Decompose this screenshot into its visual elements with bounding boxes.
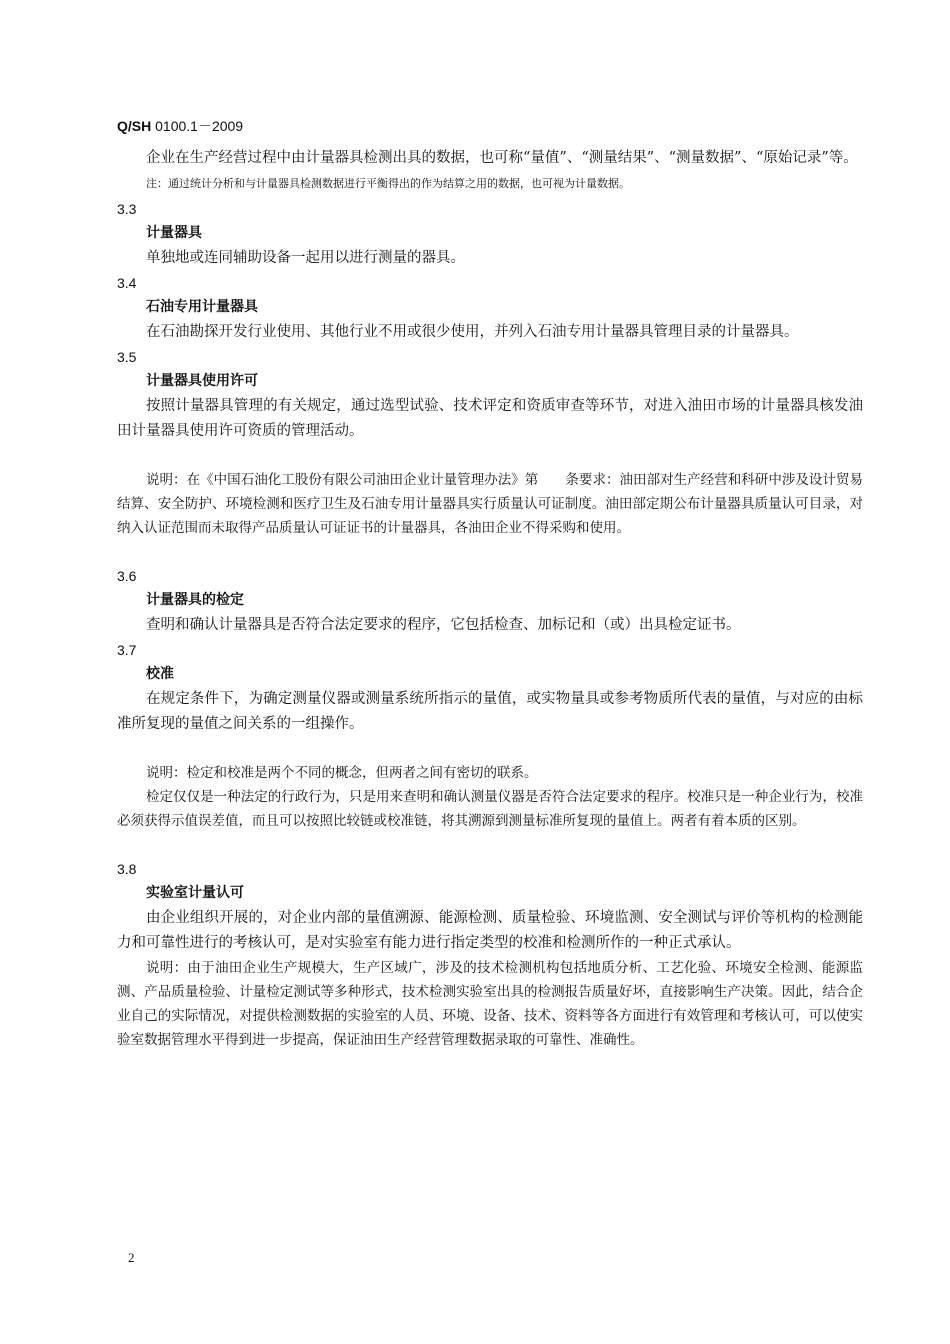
spacer xyxy=(117,737,863,761)
page-number: 2 xyxy=(128,1250,135,1265)
section-number-3-6: 3.6 xyxy=(117,568,137,584)
section-title-3-3: 计量器具 xyxy=(146,225,202,241)
section-number-3-7: 3.7 xyxy=(117,642,137,658)
intro-paragraph: 企业在生产经营过程中由计量器具检测出具的数据，也可称“量值”、“测量结果”、“测量数据”、“原始记录”等。 xyxy=(146,150,858,166)
section-title-3-5: 计量器具使用许可 xyxy=(146,373,258,389)
section-number-3-3: 3.3 xyxy=(117,201,137,217)
spacer xyxy=(117,540,863,564)
section-explanation-3-8: 说明：由于油田企业生产规模大，生产区域广，涉及的技术检测机构包括地质分析、工艺化验、环境安全检测、能源监测、产品质量检验、计量检定测试等多种形式，技术检测实验室出具的检测报告质量好坏，直接影响生产决策。因此，结合企业自己的实际情况，对提供检测数据的实验室的人员、环境、设备、技术、资料等各方面进行有效管理和考核认可，可以使实验室数据管理水平得到进一步提高，保证油田生产经营管理数据录取的可靠性、准确性。 xyxy=(117,960,863,1048)
section-explanation-3-5: 说明：在《中国石油化工股份有限公司油田企业计量管理办法》第 条要求：油田部对生产经营和科研中涉及设计贸易结算、安全防护、环境检测和医疗卫生及石油专用计量器具实行质量认可证制度。油田部定期公布计量器具质量认可目录，对纳入认证范围而未取得产品质量认可证证书的计量器具，各油田企业不得采购和使用。 xyxy=(117,472,863,536)
section-number-3-5: 3.5 xyxy=(117,349,137,365)
section-title-3-4: 石油专用计量器具 xyxy=(146,299,258,315)
section-definition-3-3: 单独地或连同辅助设备一起用以进行测量的器具。 xyxy=(146,250,465,266)
section-explanation-3-7-continued: 检定仅仅是一种法定的行政行为，只是用来查明和确认测量仪器是否符合法定要求的程序。校准只是一种企业行为，校准必须获得示值误差值，而且可以按照比较链或校准链，将其溯源到测量标准所复现的量值上。两者有着本质的区别。 xyxy=(117,789,863,829)
section-title-3-8: 实验室计量认可 xyxy=(146,885,244,901)
section-number-3-4: 3.4 xyxy=(117,275,137,291)
section-definition-3-8: 由企业组织开展的，对企业内部的量值溯源、能源检测、质量检验、环境监测、安全测试与评价等机构的检测能力和可靠性进行的考核认可，是对实验室有能力进行指定类型的校准和检测所作的一种正式承认。 xyxy=(117,910,863,951)
section-number-3-8: 3.8 xyxy=(117,861,137,877)
section-definition-3-5: 按照计量器具管理的有关规定，通过选型试验、技术评定和资质审查等环节，对进入油田市场的计量器具核发油田计量器具使用许可资质的管理活动。 xyxy=(117,398,863,439)
section-explanation-3-7: 说明：检定和校准是两个不同的概念，但两者之间有密切的联系。 xyxy=(146,765,538,781)
section-definition-3-6: 查明和确认计量器具是否符合法定要求的程序，它包括检查、加标记和（或）出具检定证书。 xyxy=(146,617,741,633)
standard-number: 0100.1－2009 xyxy=(151,118,244,134)
spacer xyxy=(117,833,863,857)
section-definition-3-4: 在石油勘探开发行业使用、其他行业不用或很少使用，并列入石油专用计量器具管理目录的计量器具。 xyxy=(146,324,799,340)
intro-note: 注：通过统计分析和与计量器具检测数据进行平衡得出的作为结算之用的数据，也可视为计量数据。 xyxy=(146,177,630,190)
document-code xyxy=(117,117,243,135)
section-definition-3-7: 在规定条件下，为确定测量仪器或测量系统所指示的量值，或实物量具或参考物质所代表的量值，与对应的由标准所复现的量值之间关系的一组操作。 xyxy=(117,691,863,732)
standard-prefix: Q/SH xyxy=(117,118,152,134)
page-content xyxy=(117,146,863,1052)
section-title-3-7: 校准 xyxy=(146,666,174,682)
spacer xyxy=(117,444,863,468)
section-title-3-6: 计量器具的检定 xyxy=(146,592,244,608)
